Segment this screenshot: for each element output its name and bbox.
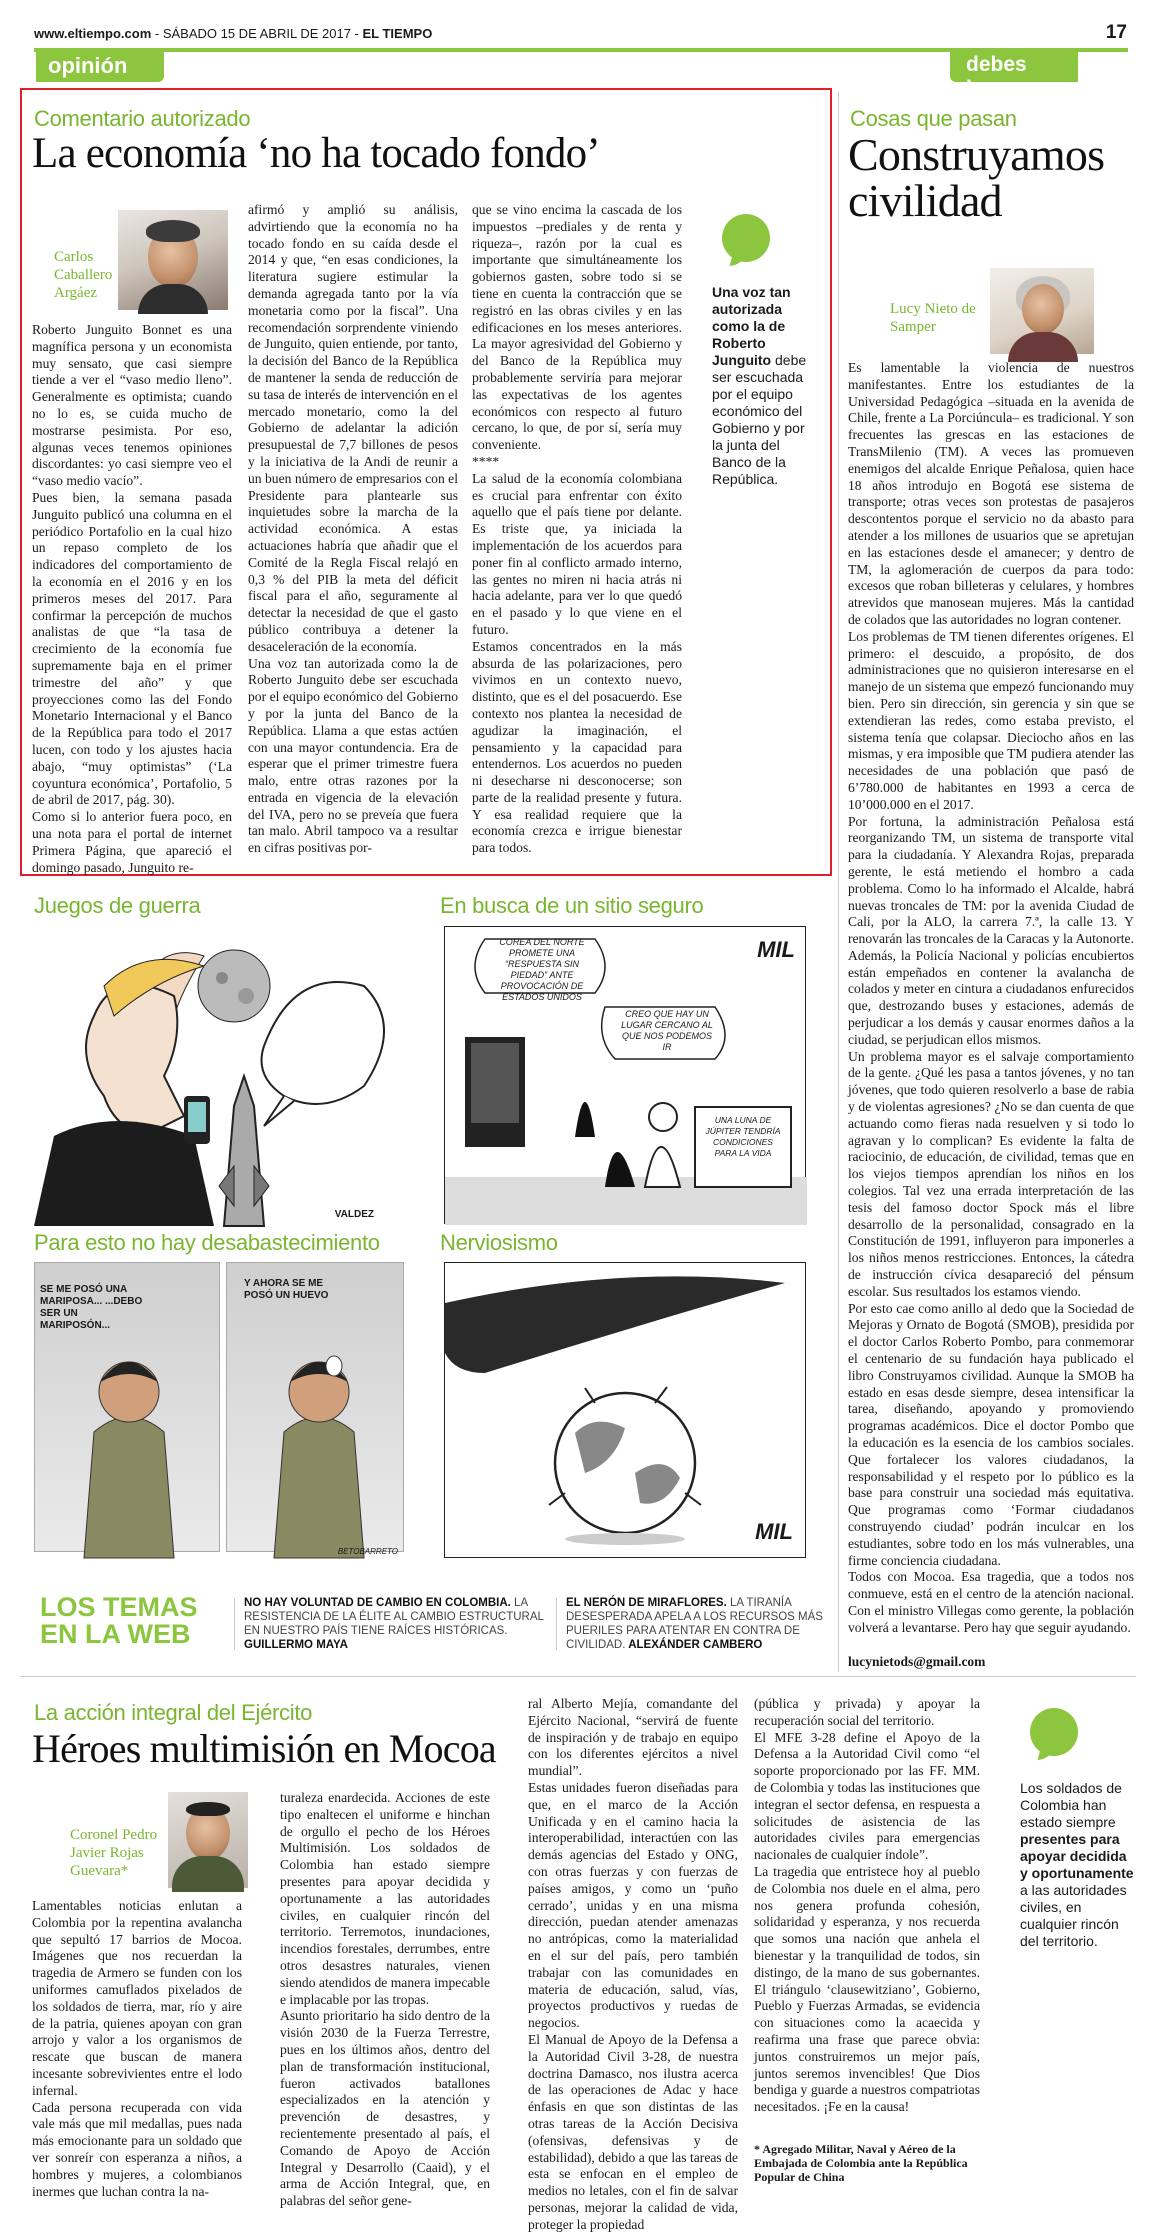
quote-icon <box>722 214 770 262</box>
brand-name: EL TIEMPO <box>362 26 433 41</box>
article3-column-4: (pública y privada) y apoyar la recuperación social del territorio. El MFE 3-28 define el Apoyo de la Defensa a la Autoridad Civil como “el soporte proporcionado por las FF. MM. de Colombia y todas las instituciones que integran el sector defensa, en respuesta a solicitudes de asistencia de las autoridades civiles para emergencias nacionales de cualquier índole”. La tragedia que entristece hoy al pueblo de Colombia nos duele en el alma, pero nos genera profunda cohesión, solidaridad y esperanza, y nos recuerda que somos una nación que anhela el bienestar y la tranquilidad de todos, sin distingo, de la mano de sus gobernantes. El triángulo ‘clausewitziano’, Gobierno, Pueblo y Fuerzas Armadas, se evidencia con situaciones como la acaecida y reafirma una frase que parece obvia: juntos construiremos un mejor país, juntos seremos invencibles! Que Dios bendiga y guarde a nuestros compatriotas necesitados. ¡Fe en la causa! <box>754 1696 980 2115</box>
page-number: 17 <box>1105 22 1127 43</box>
article3-column-3: ral Alberto Mejía, comandante del Ejército Nacional, “servirá de fuente de inspiración y de trabajo en equipo con los diferentes ejércitos a nivel mundial”. Estas unidades fueron diseñadas para que, en el marco de la Acción Unificada y en el camino hacia la interoperabilidad, interactúen con las demás agencias del Estado y ONG, con otras fuerzas y con fuerzas de países amigos, y como un ‘puño cerrado’, unidas y en una misma dirección, puedan atender amenazas no antrópicas, como la materialidad en el sur del país, pero también trabajar con las comunidades en materia de educación, salud, vías, proyectos productivos y ruedas de negocios. El Manual de Apoyo de la Defensa a la Autoridad Civil 3-28, de nuestra doctrina Damasco, nos ilustra acerca de las operaciones de Adac y hace énfasis en que son distintas de las otras tareas de la Acción Decisiva (ofensivas, defensivas y de estabilidad), debido a que las tareas de esta se enfocan en el empleo de medios no letales, con el fin de salvar personas, mejorar la calidad de vida, proteger la propiedad <box>528 1696 738 2232</box>
cartoon-war-games <box>34 926 404 1226</box>
cartoon3-bubble1: SE ME POSÓ UNA MARIPOSA... ...DEBO SER UN MARIPOSÓN... <box>40 1284 143 1331</box>
article3-headline[interactable]: Héroes multimisión en Mocoa <box>32 1726 496 1771</box>
cartoon4-signature: MIL <box>755 1519 793 1544</box>
article1-pullquote: Una voz tan autorizada como la de Roberto Junguito debe ser escuchada por el equipo económico del Gobierno y por la junta del Banco de la República. <box>712 284 807 487</box>
author-photo-nieto <box>990 268 1094 354</box>
article1-author[interactable]: Carlos Caballero Argáez <box>54 249 113 301</box>
article2-author[interactable]: Lucy Nieto de Samper <box>890 301 976 335</box>
web-topics-label: LOS TEMAS EN LA WEB <box>40 1592 198 1649</box>
article1-headline[interactable]: La economía ‘no ha tocado fondo’ <box>32 130 600 177</box>
article3-pullquote: Los soldados de Colombia han estado siempre presentes para apoyar decidida y oportunamente a las autoridades civiles, en cualquier rincón del territorio. <box>1020 1780 1134 1949</box>
author-photo-caballero <box>118 210 228 310</box>
web-divider-1 <box>234 1598 235 1650</box>
section-tab: opinión <box>36 50 164 82</box>
article2-headline[interactable]: Construyamos civilidad <box>848 129 1105 226</box>
cartoon1-signature: VALDEZ <box>334 1209 374 1220</box>
column-divider <box>838 92 839 1672</box>
article3-column-2: turaleza enardecida. Acciones de este tipo enaltecen el uniforme e hinchan de orgullo el pecho de los Héroes Multimisión. Los soldados de Colombia han estado siempre presentes para apoyar decidida y oportunamente a las autoridades civiles, en cualquier rincón del territorio. Terremotos, inundaciones, incendios forestales, derrumbes, entre otros desastres naturales, vienen siendo atendidos de manera impecable e implacable por las tropas. Asunto prioritario ha sido dentro de la visión 2030 de la Fuerza Terrestre, pues en los últimos años, dentro del plan de transformación institucional, fueron activados batallones especializados en la atención y prevención de desastres, y recientemente presentado al país, el Comando de Apoyo de Acción Integral y Desarrollo (Caaid), y el arma de Acción Integral, que, en palabras del señor gene- <box>280 1790 490 2209</box>
article2-kicker: Cosas que pasan <box>850 106 1017 131</box>
cartoon2-signature: MIL <box>757 937 795 962</box>
site-url[interactable]: www.eltiempo.com <box>34 26 152 41</box>
article3-column-1: Lamentables noticias enlutan a Colombia por la repentina avalancha que sepultó 17 barrios de Mocoa. Imágenes que nos recuerdan la tragedia de Armero se funden con los uniformes camuflados pixelados de los soldados de tierra, mar, río y aire de la patria, quienes apoyan con gran arrojo y valor a los organismos de rescate que buscan de manera incesante sobrevivientes entre el lodo infernal. Cada persona recuperada con vida vale más que mil medallas, pues nada más emocionante para un soldado que ver sonreír con esperanza a niños, a hombres y mujeres, a colombianos inermes que luchan contra la na- <box>32 1898 242 2199</box>
article1-column-2: afirmó y amplió su análisis, advirtiendo que la economía no ha tocado fondo en su caída desde el 2014 y que, “en esas condiciones, la literatura sugiere estimular la demanda agregada tanto por la vía monetaria como por la fiscal”. Una recomendación sorprendente viniendo de Junguito, quien entiende, por tanto, la decisión del Banco de la República de mantener la senda de reducción de su tasa de interés de intervención en el mercado monetario, como la del Gobierno de adelantar la adición presupuestal de 7,7 billones de pesos y la iniciativa de la Andi de reunir a un buen número de empresarios con el Presidente para plantearle sus inquietudes sobre la marcha de la actividad económica. A estas actuaciones habría que añadir que el Comité de la Regla Fiscal relajó en 0,3 % del PIB la meta del déficit fiscal para el año, seguramente al detectar la necesidad de que el gasto público contribuya a detener la desaceleración de la economía. Una voz tan autorizada como la de Roberto Junguito debe ser escuchada por el equipo económico del Gobierno y por la junta del Banco de la República. Llama a que estas actúen con una mayor contundencia. Era de esperar que el primer trimestre fuera malo, entre otras razones por la entrada en vigencia de la elevación del IVA, pero no se preveía que fuera tan malo. Abril tampoco va a resultar en cifras positivas por- <box>248 202 458 856</box>
web-topic-1[interactable]: NO HAY VOLUNTAD DE CAMBIO EN COLOMBIA. LA RESISTENCIA DE LA ÉLITE AL CAMBIO ESTRUCTURAL EN NUESTRO PAÍS TIENE RAÍCES HISTÓRICAS. GUILLERMO MAYA <box>244 1597 544 1651</box>
article3-footnote: * Agregado Militar, Naval y Aéreo de la Embajada de Colombia ante la República Popular de China <box>754 2142 968 2184</box>
must-read-tab[interactable]: debes leer <box>950 50 1078 82</box>
cartoon-nervousness <box>444 1262 806 1558</box>
article2-body: Es lamentable la violencia de nuestros manifestantes. Entre los estudiantes de la Universidad Pedagógica –situada en la avenida de Chile, frente a La Porciúncula– es tradicional. Y son frecuentes las grescas en las estaciones de TransMilenio (TM). A veces las promueven enemigos del alcalde Enrique Peñalosa, quien hace 18 años introdujo en Bogotá ese sistema de transporte; otras veces son protestas de pasajeros descontentos porque el servicio no da abasto para atender a los millones de usuarios que se apretujan en las estaciones desde el amanecer; y dentro de TM, la aglomeración de cuerpos da para todo: excesos que roban billeteras y celulares, y hombres atrevidos que manosean mujeres. Más la cantidad de colados que las autoridades no logran contener. Los problemas de TM tienen diferentes orígenes. El primero: el descuido, a propósito, de dos administraciones que no quisieron interesarse en el manejo de un sistema que empezó funcionando muy bien. Pero sin dirección, sin gerencia y sin que se extendieran las redes, como estaba previsto, el sistema tenía que colapsar. Dieciocho años en las mismas, y era imposible que TM pudiera atender las necesidades de una población que pasó de 6’780.000 de habitantes en 1993 a cerca de 10’000.000 en el 2017. Por fortuna, la administración Peñalosa está reorganizando TM, un sistema de transporte vital para la ciudadanía. Y Alexandra Rojas, preparada gerente, le está metiendo el hombro a cada problema. Como lo ha informado el Alcalde, habrá nuevas troncales de TM: por la avenida Ciudad de Cali, por la ALO, la carrera 7.ª, la calle 13. Y renovarán las troncales de la Caracas y la Autonorte. Además, la Policía Nacional y policías encubiertos están empeñados en contener la avalancha de colados y meter en cintura a ciudadanos enfurecidos que, destrozando buses y estaciones, además de perjudicar a los demás y causar enormes daños a la ciudad, se perjudican ellos mismos. Un problema mayor es el salvaje comportamiento de la gente. ¿Qué les pasa a tantos jóvenes, y no tan jóvenes, que todo quieren resolverlo a base de rabia y de violentas agresiones? ¿No se dan cuenta de que actuando como fieras nada resuelven y si todo lo agravan y lo complican? Es evidente la falta de raciocinio, de educación, de civilidad, temas que en los viejos tiempos aprendían los niños en los colegios. Tal vez una errada interpretación de las tesis del famoso doctor Spock más el libre desarrollo de la personalidad, consagrado en la Constitución de 1991, influyeron para imponerles a los niños menos restricciones. Entonces, la cátedra de instrucción cívica desapareció del pénsum escolar. Sus resultados los estamos viendo. Por esto cae como anillo al dedo que la Sociedad de Mejoras y Ornato de Bogotá (SMOB), presidida por el doctor Carlos Roberto Pombo, para conmemorar el centenario de su fundación haya publicado el libro Construyamos civilidad. Aunque la SMOB ha estado en esas desde siempre, desea intensificar la tarea, diseñando, apoyando y promoviendo programas académicos. Dice el doctor Pombo que la educación es la esencia de los cambios sociales. Que fortalecer los valores ciudadanos, la responsabilidad y el respeto por lo público es la base para construir una sociedad más equitativa. Que programas como ‘Formar ciudadanos construyendo ciudad’ podrán inculcar en los estudiantes, sobre todo en los más vulnerables, una firme conciencia ciudadana. Todos con Mocoa. Esa tragedia, que a todos nos conmueve, está en el centro de la atención nacional. Con el ministro Villegas como gerente, la población volverá a levantarse. Pero hay que seguir ayudando. <box>848 360 1134 1635</box>
issue-date: - SÁBADO 15 DE ABRIL DE 2017 - <box>151 26 363 41</box>
cartoon3-signature: BETOBARRETO <box>337 1547 398 1556</box>
article1-column-1: Roberto Junguito Bonnet es una magnífica persona y un economista muy sensato, que casi siempre tiende a ver el “vaso medio lleno”. Generalmente es optimista; cuando no lo es, se cuida mucho de mostrarse pesimista. Por eso, algunas veces tenemos opiniones discordantes: yo casi siempre veo el “vaso medio vacío”. Pues bien, la semana pasada Junguito publicó una columna en el periódico Portafolio en la cual hizo un repaso completo de los indicadores del comportamiento de la economía en el 2016 y en los primeros meses del 2017. Para confirmar la percepción de muchos analistas de que “la tasa de crecimiento de la economía fue supremamente baja en el primer trimestre del año” y que proyecciones como las del Fondo Monetario Internacional y el Banco de la República para todo el 2017 lucen, con todo y los ajustes hacia abajo, “muy optimistas” (‘La coyuntura económica’, Portafolio, 5 de abril de 2017, pág. 30). Como si lo anterior fuera poco, en una nota para el portal de internet Primera Página, que apareció el domingo pasado, Junguito re- <box>32 322 232 875</box>
article1-column-3: que se vino encima la cascada de los impuestos –prediales y de renta y riqueza–, razón por la cual es importante que simultáneamente los gobiernos gasten, sobre todo si se tiene en cuenta la contracción que se registró en las obras civiles y en las edificaciones en los meses anteriores. La mayor agresividad del Gobierno y del Banco de la República muy probablemente serviría para mejorar las expectativas de los agentes económicos con respecto al futuro cercano, lo que, de por sí, sería muy conveniente. **** La salud de la economía colombiana es crucial para enfrentar con éxito aquello que el país tiene por delante. Es triste que, ya iniciada la implementación de los acuerdos para poner fin al conflicto armado interno, las gentes no miren ni hacia atrás ni hacia adelante, para ver lo que quedó en el pasado y lo que viene en el futuro. Estamos concentrados en la más absurda de las polarizaciones, pero vivimos en un contexto nuevo, distinto, que es el del posacuerdo. Ese contexto nos plantea la necesidad de agudizar la imaginación, el pensamiento y la capacidad para entendernos. Los acuerdos no pueden ni desecharse ni desconocerse; son parte de la realidad presente y futura. Y esa realidad requiere que la economía crezca e irrigue bienestar para todos. <box>472 202 682 856</box>
cartoon4-title: Nerviosismo <box>440 1230 558 1255</box>
page-header <box>34 26 432 41</box>
web-divider-2 <box>556 1598 557 1650</box>
quote-icon-2 <box>1030 1708 1078 1756</box>
cartoon2-bubble1: COREA DEL NORTE PROMETE UNA “RESPUESTA SIN PIEDAD” ANTE PROVOCACIÓN DE ESTADOS UNIDOS <box>499 937 585 1002</box>
cartoon1-title: Juegos de guerra <box>34 893 201 918</box>
cartoon-butterfly <box>34 1262 404 1558</box>
section-rule <box>20 1676 1136 1677</box>
cartoon2-bubble2: CREO QUE HAY UN LUGAR CERCANO AL QUE NOS PODEMOS IR <box>621 1009 713 1052</box>
cartoon3-bubble2: Y AHORA SE ME POSÓ UN HUEVO <box>244 1278 329 1301</box>
cartoon2-title: En busca de un sitio seguro <box>440 893 704 918</box>
web-topic-2[interactable]: EL NERÓN DE MIRAFLORES. LA TIRANÍA DESESPERADA APELA A LOS RECURSOS MÁS PUERILES PARA ATENTAR EN CONTRA DE CIVILIDAD. ALEXÁNDER CAMBERO <box>566 1597 823 1651</box>
cartoon2-sign: UNA LUNA DE JÚPITER TENDRÍA CONDICIONES PARA LA VIDA <box>705 1115 781 1158</box>
author-email[interactable]: lucynietods@gmail.com <box>848 1654 986 1669</box>
cartoon-safe-place <box>444 926 806 1224</box>
article3-author[interactable]: Coronel Pedro Javier Rojas Guevara* <box>70 1827 158 1879</box>
cartoon3-title: Para esto no hay desabastecimiento <box>34 1230 380 1255</box>
author-photo-rojas <box>168 1792 248 1888</box>
article1-kicker: Comentario autorizado <box>34 106 251 131</box>
article3-kicker: La acción integral del Ejército <box>34 1700 313 1725</box>
